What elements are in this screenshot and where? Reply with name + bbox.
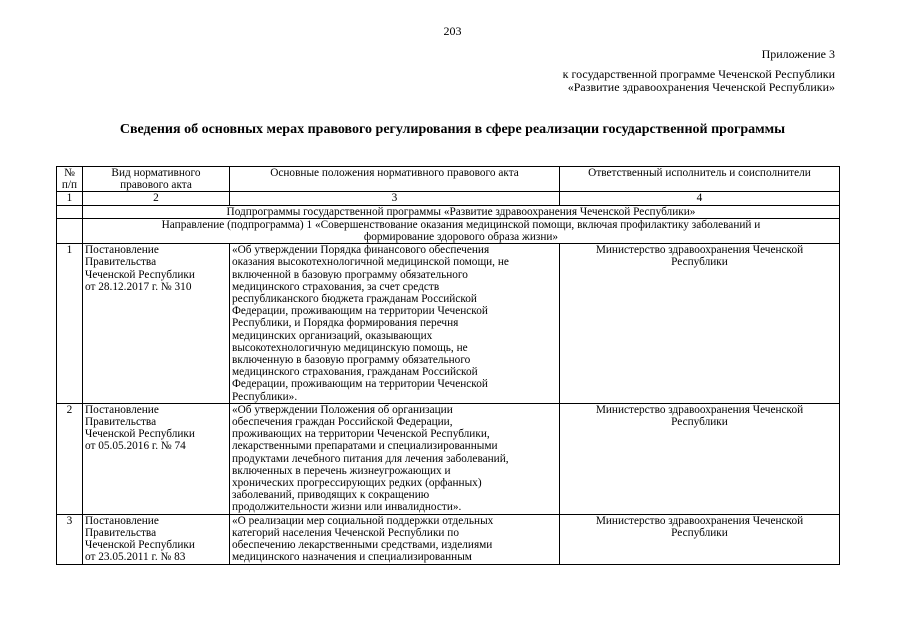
appendix-block <box>563 48 835 94</box>
header-row <box>57 167 840 192</box>
table-row <box>57 244 840 404</box>
act-type: Постановление Правительства Чеченской Республики от 23.05.2011 г. № 83 <box>83 514 230 564</box>
act-provisions: «Об утверждении Положения об организации обеспечения граждан Российской Федерации, проживающих на территории Чеченской Республики, лекарственными препаратами и специализированными продуктами лечебного питания для лечения заболеваний, включенных в перечень жизнеугрожающих и хронических прогрессирующих редких (орфанных) заболеваний, приводящих к сокращению продолжительности жизни или инвалидности». <box>230 403 560 514</box>
direction-title: Направление (подпрограмма) 1 «Совершенствование оказания медицинской помощи, включая профилактику заболеваний и формирование здорового образа жизни» <box>83 218 840 243</box>
measures-table <box>56 166 840 565</box>
header-act-type: Вид нормативного правового акта <box>83 167 230 192</box>
direction-row <box>57 218 840 243</box>
act-executor: Министерство здравоохранения Чеченской Республики <box>560 244 840 404</box>
subprogram-row <box>57 205 840 218</box>
column-number: 4 <box>560 192 840 205</box>
act-provisions: «О реализации мер социальной поддержки отдельных категорий населения Чеченской Республики по обеспечению лекарственными средствами, изделиями медицинского назначения и специализированным <box>230 514 560 564</box>
row-number: 1 <box>57 244 83 404</box>
subprogram-title: Подпрограммы государственной программы «Развитие здравоохранения Чеченской Республики» <box>83 205 840 218</box>
appendix-line-2: «Развитие здравоохранения Чеченской Республики» <box>567 80 835 94</box>
column-number: 2 <box>83 192 230 205</box>
column-number: 3 <box>230 192 560 205</box>
row-number: 2 <box>57 403 83 514</box>
table-row <box>57 403 840 514</box>
column-number-row <box>57 192 840 205</box>
act-executor: Министерство здравоохранения Чеченской Республики <box>560 403 840 514</box>
header-provisions: Основные положения нормативного правового акта <box>230 167 560 192</box>
act-provisions: «Об утверждении Порядка финансового обеспечения оказания высокотехнологичной медицинской помощи, не включенной в базовую программу обязательного медицинского страхования, за счет средств республиканского бюджета гражданам Российской Федерации, проживающим на территории Чеченской Республики, и Порядка формирования перечня медицинских организаций, оказывающих высокотехнологичную медицинскую помощь, не включенную в базовую программу обязательного медицинского страхования, гражданам Российской Федерации, проживающим на территории Чеченской Республики». <box>230 244 560 404</box>
appendix-line-1: к государственной программе Чеченской Республики <box>562 67 835 81</box>
column-number: 1 <box>57 192 83 205</box>
page-number: 203 <box>443 24 462 38</box>
act-executor: Министерство здравоохранения Чеченской Республики <box>560 514 840 564</box>
table-row <box>57 514 840 564</box>
header-num: № п/п <box>57 167 83 192</box>
act-type: Постановление Правительства Чеченской Республики от 28.12.2017 г. № 310 <box>83 244 230 404</box>
header-executor: Ответственный исполнитель и соисполнители <box>560 167 840 192</box>
act-type: Постановление Правительства Чеченской Республики от 05.05.2016 г. № 74 <box>83 403 230 514</box>
document-title: Сведения об основных мерах правового регулирования в сфере реализации государственной программы <box>119 122 786 137</box>
row-number: 3 <box>57 514 83 564</box>
appendix-title: Приложение 3 <box>761 47 835 61</box>
